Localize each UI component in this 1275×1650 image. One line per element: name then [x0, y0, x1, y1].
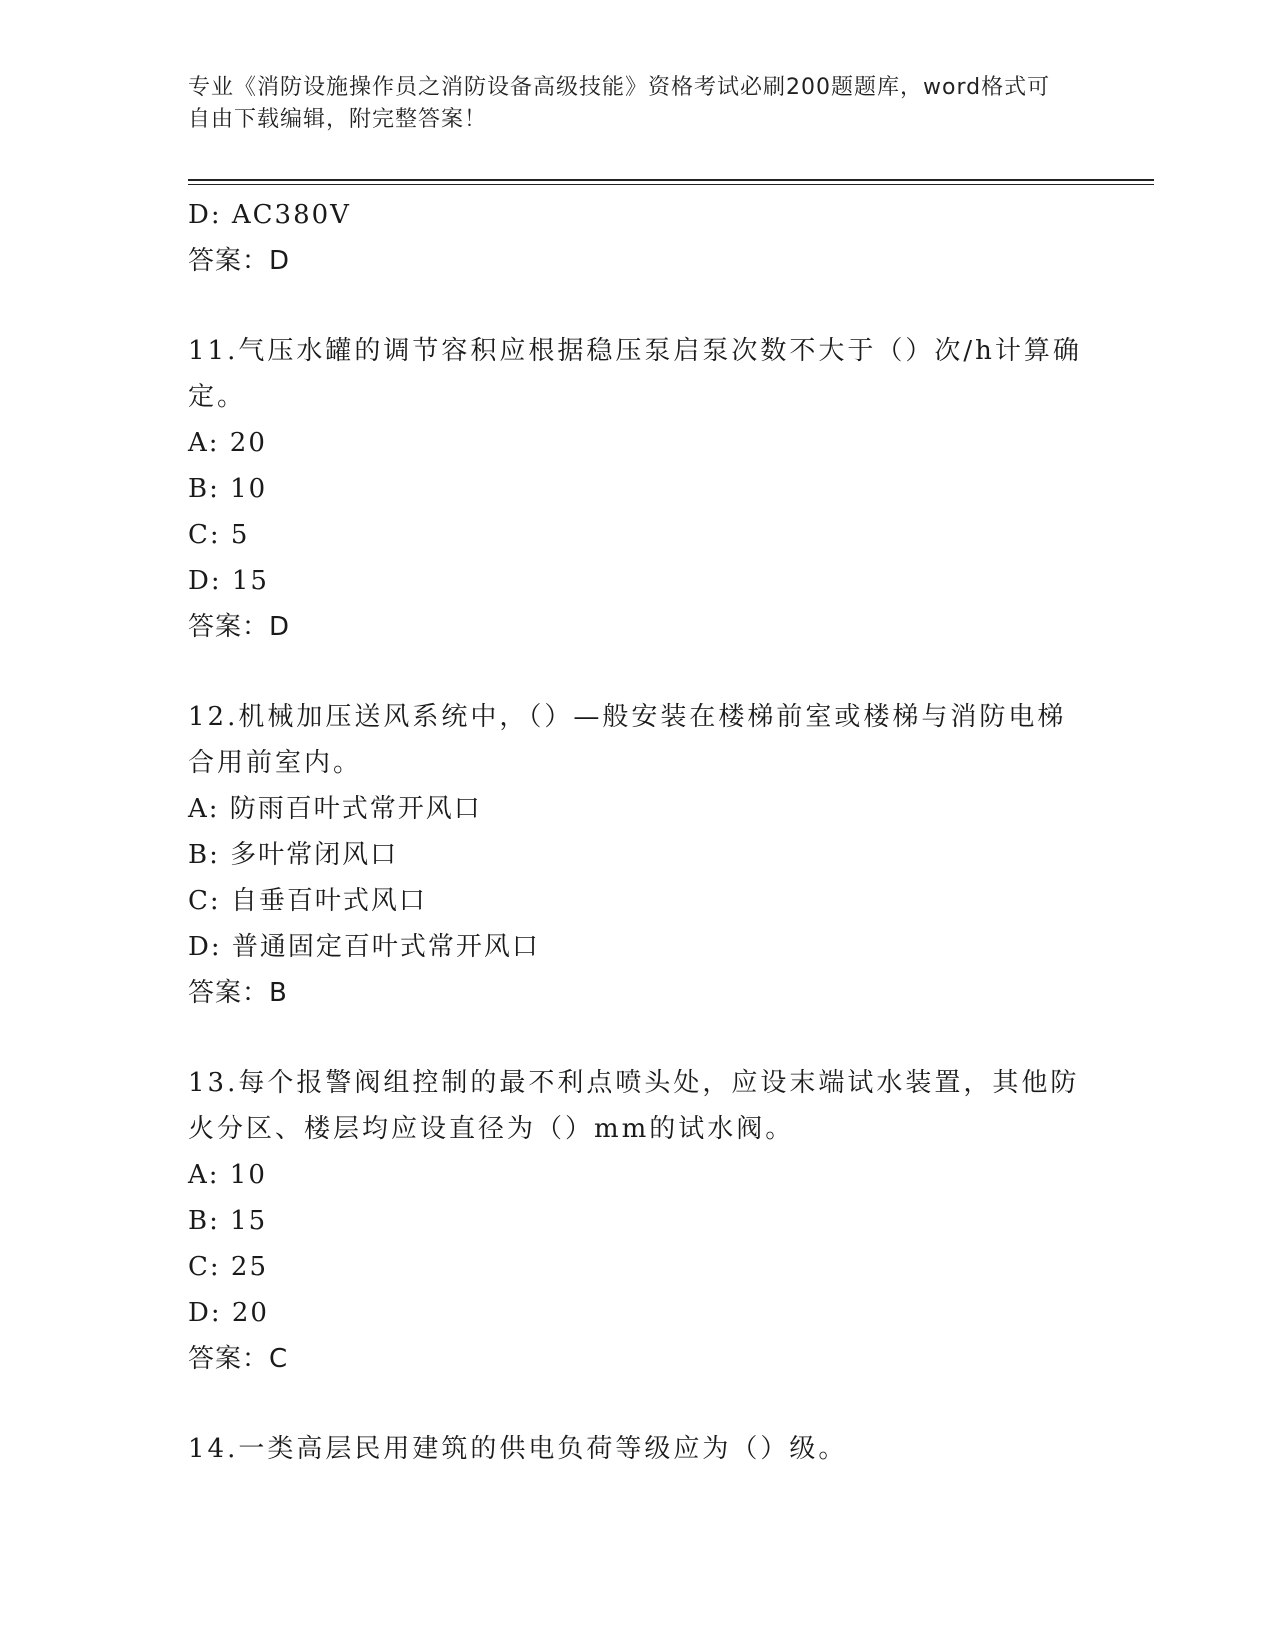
- question-11: [188, 328, 1088, 650]
- option-c: C: 5: [188, 520, 250, 550]
- header-rule-thick: [188, 179, 1154, 181]
- question-13: [188, 1060, 1088, 1382]
- question-14: [188, 1426, 1088, 1472]
- answer: 答案：D: [188, 612, 291, 642]
- question-text: 13.每个报警阀组控制的最不利点喷头处，应设末端试水装置，其他防火分区、楼层均应设直径为（）mm的试水阀。: [188, 1068, 1080, 1144]
- question-text: 12.机械加压送风系统中，（）—般安装在楼梯前室或楼梯与消防电梯合用前室内。: [188, 702, 1067, 778]
- question-text: 11.气压水罐的调节容积应根据稳压泵启泵次数不大于（）次/h计算确定。: [188, 336, 1082, 412]
- question-12: [188, 694, 1088, 1016]
- option-d: D: 20: [188, 1298, 269, 1328]
- question-text: 14.一类高层民用建筑的供电负荷等级应为（）级。: [188, 1434, 848, 1464]
- option-b: B: 10: [188, 474, 268, 504]
- option-b: B: 15: [188, 1206, 268, 1236]
- header-rule-thin: [188, 184, 1154, 185]
- option-c: C: 自垂百叶式风口: [188, 886, 427, 916]
- answer: 答案：D: [188, 246, 291, 276]
- option-b: B: 多叶常闭风口: [188, 840, 399, 870]
- option-d: D: AC380V: [188, 200, 351, 230]
- answer: 答案：B: [188, 978, 288, 1008]
- option-a: A: 防雨百叶式常开风口: [188, 794, 482, 824]
- answer: 答案：C: [188, 1344, 289, 1374]
- option-a: A: 10: [188, 1160, 267, 1190]
- option-d: D: 15: [188, 566, 269, 596]
- option-a: A: 20: [188, 428, 267, 458]
- option-d: D: 普通固定百叶式常开风口: [188, 932, 540, 962]
- option-c: C: 25: [188, 1252, 269, 1282]
- document-body: [188, 192, 1088, 1472]
- page-header: 专业《消防设施操作员之消防设备高级技能》资格考试必刷200题题库，word格式可自由下载编辑，附完整答案！: [188, 75, 1051, 132]
